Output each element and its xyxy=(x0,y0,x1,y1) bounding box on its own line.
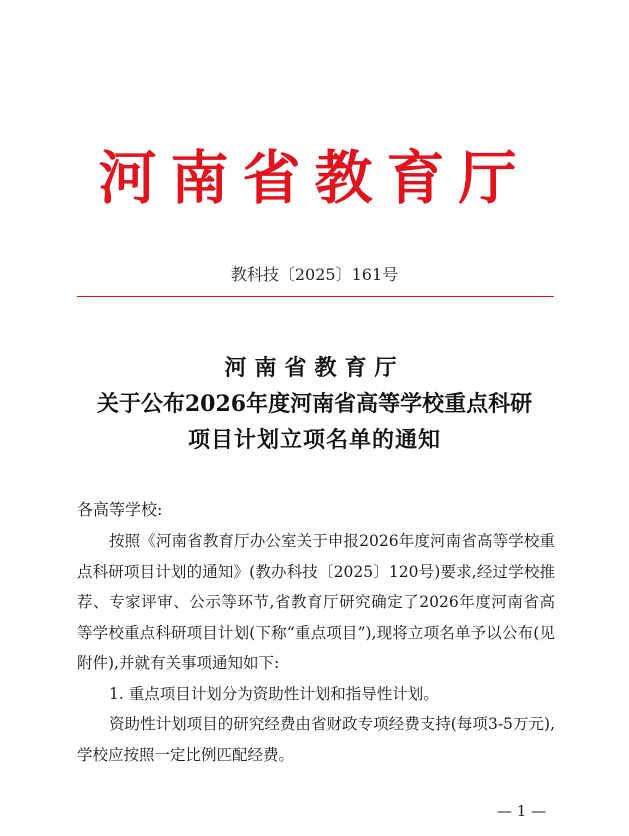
document-number: 教科技〔2025〕161号 xyxy=(230,265,399,284)
notice-title xyxy=(0,350,629,458)
paragraph-1: 按照《河南省教育厅办公室关于申报2026年度河南省高等学校重点科研项目计划的通知》(教办科技〔2025〕120号)要求,经过学校推荐、专家评审、公示等环节,省教育厅研究确定了2026年度河南省高等学校重点科研项目计划(下称“重点项目”),现将立项名单予以公布(见附件),并就有关事项通知如下: xyxy=(77,532,555,672)
page-number: — 1 — xyxy=(497,802,547,820)
title-line-3: 项目计划立项名单的通知 xyxy=(187,427,441,453)
paragraph-2: 1. 重点项目计划分为资助性计划和指导性计划。 xyxy=(109,684,439,703)
paragraph-3: 资助性计划项目的研究经费由省财政专项经费支持(每项3-5万元),学校应按照一定比例匹配经费。 xyxy=(77,715,555,764)
body-text xyxy=(77,526,555,770)
organization-header: 河南省教育厅 xyxy=(98,144,531,212)
red-divider-line xyxy=(77,296,554,297)
salutation: 各高等学校: xyxy=(77,500,163,519)
title-line-1: 河南省教育厅 xyxy=(224,355,405,381)
title-line-2: 关于公布2026年度河南省高等学校重点科研 xyxy=(96,391,533,417)
